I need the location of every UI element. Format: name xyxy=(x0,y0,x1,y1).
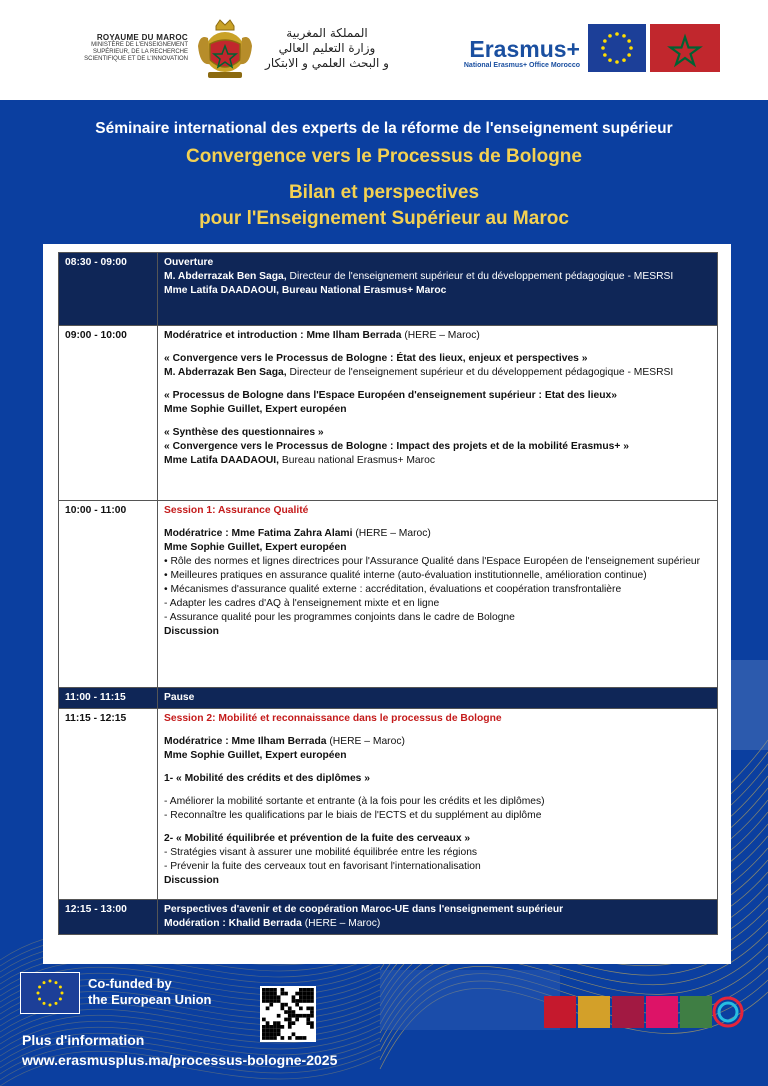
moderator-org: (HERE – Maroc) xyxy=(301,918,381,929)
erasmus-title: Erasmus+ xyxy=(469,36,580,62)
list-item: • Mécanismes d'assurance qualité externe : accréditation, évaluations et coopération transfrontalière xyxy=(164,584,622,595)
session-title: Session 2: Mobilité et reconnaissance dans le processus de Bologne xyxy=(164,713,502,724)
cofunded-line: the European Union xyxy=(88,992,212,1007)
ministry-line: MINISTÈRE DE L'ENSEIGNEMENT xyxy=(91,42,188,48)
eu-flag-icon xyxy=(588,24,646,72)
list-item: - Stratégies visant à assurer une mobilité équilibrée entre les régions xyxy=(164,847,478,858)
expert-line: Mme Sophie Guillet, Expert européen xyxy=(164,750,347,761)
more-info-label: Plus d'information xyxy=(22,1032,145,1048)
discussion-label: Discussion xyxy=(164,875,219,886)
eu-star-icon xyxy=(59,998,62,1001)
eu-star-icon xyxy=(38,986,41,989)
time-slot: 11:00 - 11:15 xyxy=(59,688,158,709)
speaker-line: Mme Latifa DAADAOUI, Bureau National Erasmus+ Maroc xyxy=(164,285,447,296)
table-row xyxy=(59,688,718,709)
eu-star-icon xyxy=(608,58,612,62)
time-slot: 09:00 - 10:00 xyxy=(59,326,158,501)
subtitle-line: Bilan et perspectives xyxy=(288,182,480,203)
session-title: Perspectives d'avenir et de coopération Maroc-UE dans l'enseignement supérieur xyxy=(164,904,564,915)
info-link[interactable]: www.erasmusplus.ma/processus-bologne-2025 xyxy=(22,1052,338,1068)
time-slot: 10:00 - 11:00 xyxy=(59,501,158,688)
moderator-org: (HERE – Maroc) xyxy=(326,736,405,747)
eu-flag-icon xyxy=(20,972,80,1014)
eu-star-icon xyxy=(622,34,626,38)
eu-star-icon xyxy=(622,58,626,62)
list-item: • Rôle des normes et lignes directrices pour l'Assurance Qualité dans l'Espace Européen de l'enseignement supérieur xyxy=(164,556,701,567)
session-cell xyxy=(158,501,718,688)
subtitle xyxy=(0,180,768,232)
talk-title: « Convergence vers le Processus de Bologne : État des lieux, enjeux et perspectives » xyxy=(164,353,588,364)
session-cell xyxy=(158,900,718,935)
ministry-line: SUPÉRIEUR, DE LA RECHERCHE xyxy=(92,49,188,55)
arabic-line: و البحث العلمي و الابتكار xyxy=(265,56,389,70)
speaker-org: Bureau national Erasmus+ Maroc xyxy=(279,455,435,466)
table-row xyxy=(59,326,718,501)
eu-star-icon xyxy=(603,53,607,57)
eu-star-icon xyxy=(601,46,605,50)
talk-title: « Processus de Bologne dans l'Espace Européen d'enseignement supérieur : Etat des lieux» xyxy=(164,390,617,401)
moderator-label: Modératrice et introduction : Mme Ilham Berrada xyxy=(164,330,402,341)
table-row xyxy=(59,709,718,900)
moderator-label: Modératrice : Mme Ilham Berrada xyxy=(164,736,327,747)
session-cell xyxy=(158,326,718,501)
speaker-role: Directeur de l'enseignement supérieur et du développement pédagogique - MESRSI xyxy=(286,367,674,378)
more-info xyxy=(22,1030,337,1070)
ministry-title: ROYAUME DU MAROC xyxy=(96,33,188,42)
erasmus-subtitle: National Erasmus+ Office Morocco xyxy=(463,62,580,69)
eu-star-icon xyxy=(615,60,619,64)
programme-table xyxy=(58,252,718,935)
list-item: - Reconnaître les qualifications par le biais de l'ECTS et du supplément au diplôme xyxy=(164,810,542,821)
cofunded-line: Co-funded by xyxy=(88,976,172,991)
moderator-org: (HERE – Maroc) xyxy=(401,330,480,341)
speaker-name: Mme Latifa DAADAOUI, xyxy=(164,455,279,466)
expert-line: Mme Sophie Guillet, Expert européen xyxy=(164,542,347,553)
time-slot: 12:15 - 13:00 xyxy=(59,900,158,935)
eu-star-icon xyxy=(43,981,46,984)
speaker-name: M. Abderrazak Ben Saga, xyxy=(164,271,287,282)
erasmus-logo xyxy=(420,36,580,69)
eu-star-icon xyxy=(43,1002,46,1005)
eu-star-icon xyxy=(627,53,631,57)
talk-title: « Synthèse des questionnaires » xyxy=(164,427,324,438)
list-item: - Prévenir la fuite des cerveaux tout en favorisant l'internationalisation xyxy=(164,861,481,872)
eu-star-icon xyxy=(38,998,41,1001)
arabic-line: المملكة المغربية xyxy=(286,26,368,40)
moderator-label: Modération : Khalid Berrada xyxy=(164,918,302,929)
ministry-block xyxy=(58,33,188,63)
morocco-flag-icon xyxy=(650,24,720,72)
eu-star-icon xyxy=(61,992,64,995)
time-slot: 08:30 - 09:00 xyxy=(59,253,158,326)
eu-star-icon xyxy=(59,986,62,989)
session-title: Ouverture xyxy=(164,257,214,268)
eu-star-icon xyxy=(49,1004,52,1007)
ministry-line: SCIENTIFIQUE ET DE L'INNOVATION xyxy=(84,56,188,62)
table-row xyxy=(59,900,718,935)
eu-star-icon xyxy=(37,992,40,995)
session-cell xyxy=(158,253,718,326)
moderator-org: (HERE – Maroc) xyxy=(352,528,431,539)
list-item: • Meilleures pratiques en assurance qualité interne (auto-évaluation institutionnelle, amélioration continue) xyxy=(164,570,647,581)
eu-star-icon xyxy=(615,32,619,36)
eu-star-icon xyxy=(627,39,631,43)
ministry-arabic xyxy=(262,26,392,71)
subtopic-title: 1- « Mobilité des crédits et des diplômes » xyxy=(164,773,370,784)
session-cell xyxy=(158,709,718,900)
talk-title: « Convergence vers le Processus de Bologne : Impact des projets et de la mobilité Erasmus+ » xyxy=(164,441,629,452)
eu-star-icon xyxy=(629,46,633,50)
eu-star-icon xyxy=(608,34,612,38)
speaker-line: Mme Sophie Guillet, Expert européen xyxy=(164,404,347,415)
discussion-label: Discussion xyxy=(164,626,219,637)
eu-star-icon xyxy=(55,1002,58,1005)
bologna-title: Convergence vers le Processus de Bologne xyxy=(186,146,582,167)
seminar-title: Séminaire international des experts de la réforme de l'enseignement supérieur xyxy=(95,120,673,137)
speaker-role: Directeur de l'enseignement supérieur et du développement pédagogique - MESRSI xyxy=(286,271,674,282)
moroccan-coat-of-arms-icon xyxy=(194,16,256,82)
list-item: - Assurance qualité pour les programmes conjoints dans le cadre de Bologne xyxy=(164,612,515,623)
speaker-name: M. Abderrazak Ben Saga, xyxy=(164,367,287,378)
eu-star-icon xyxy=(49,980,52,983)
list-item: - Adapter les cadres d'AQ à l'enseignement mixte et en ligne xyxy=(164,598,440,609)
table-row xyxy=(59,501,718,688)
session-title: Session 1: Assurance Qualité xyxy=(164,505,309,516)
cofunded-label xyxy=(88,976,212,1008)
eu-star-icon xyxy=(603,39,607,43)
list-item: - Améliorer la mobilité sortante et entrante (à la fois pour les crédits et les diplômes) xyxy=(164,796,545,807)
eu-star-icon xyxy=(55,981,58,984)
sdg-goal-icons xyxy=(544,996,744,1030)
arabic-line: وزارة التعليم العالي xyxy=(278,41,376,55)
subtopic-title: 2- « Mobilité équilibrée et prévention de la fuite des cerveaux » xyxy=(164,833,471,844)
subtitle-line: pour l'Enseignement Supérieur au Maroc xyxy=(199,208,569,229)
table-row xyxy=(59,253,718,326)
logo-banner xyxy=(0,0,768,100)
pause-label: Pause xyxy=(158,688,718,709)
time-slot: 11:15 - 12:15 xyxy=(59,709,158,900)
moderator-label: Modératrice : Mme Fatima Zahra Alami xyxy=(164,528,353,539)
